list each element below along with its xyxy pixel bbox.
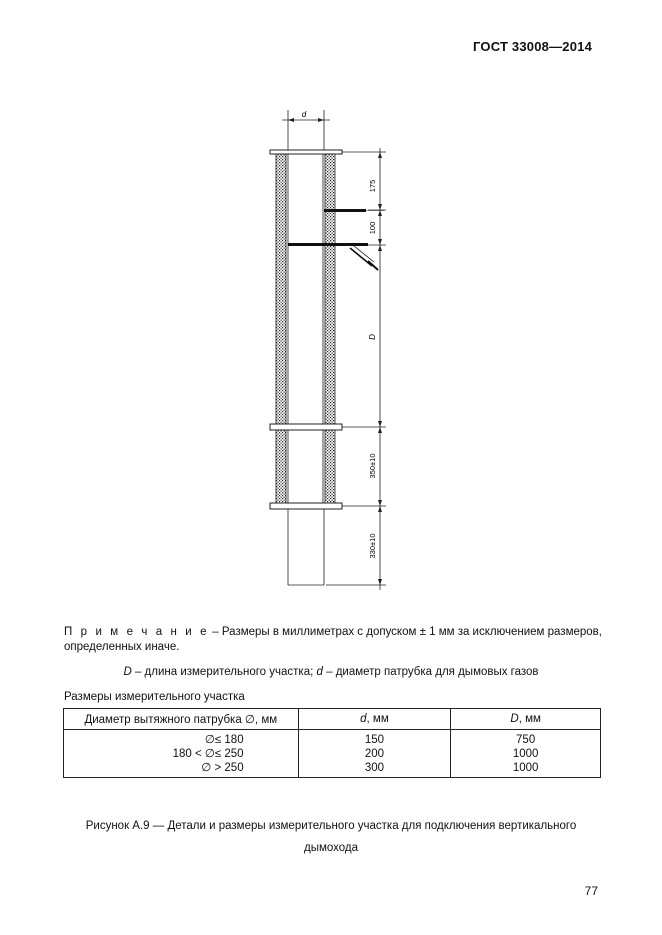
d-value: 200 <box>364 748 385 760</box>
legend-D-symbol: D <box>123 666 132 678</box>
table-row <box>64 730 601 778</box>
insulation-right-lower <box>325 430 335 503</box>
range-value: 180 < ∅≤ 250 <box>172 748 244 760</box>
d-cell <box>298 730 451 778</box>
figure-caption-line2: дымохода <box>303 842 359 854</box>
page-number: 77 <box>584 884 598 898</box>
insulation-right-upper <box>325 154 335 424</box>
D-value: 1000 <box>512 748 539 760</box>
temperature-probe <box>324 209 384 212</box>
dim-175-label: 175 <box>368 179 377 193</box>
legend-d-symbol: d <box>316 666 323 678</box>
range-value: ∅ > 250 <box>201 762 244 774</box>
header-D: D, мм <box>451 709 601 730</box>
note-text: – Размеры в миллиметрах с допуском ± 1 мм за исключением размеров, определенных иначе. <box>64 626 602 653</box>
bottom-flange <box>270 503 342 509</box>
middle-flange <box>270 424 342 430</box>
dimensions-table <box>63 708 601 778</box>
insulation-left-upper <box>276 154 286 424</box>
dim-100-label: 100 <box>368 221 377 235</box>
legend-d-text: – диаметр патрубка для дымовых газов <box>322 666 539 678</box>
range-cell <box>64 730 299 778</box>
table-caption: Размеры измерительного участка <box>64 691 245 703</box>
flue-pipe <box>288 509 324 585</box>
D-cell <box>451 730 601 778</box>
table-header-row <box>64 709 601 730</box>
D-value: 750 <box>516 734 536 746</box>
top-flange <box>270 150 342 154</box>
note-paragraph <box>64 625 604 655</box>
standard-header: ГОСТ 33008—2014 <box>473 39 592 54</box>
dim-D-label: D <box>368 334 377 340</box>
D-value: 1000 <box>512 762 539 774</box>
d-value: 150 <box>364 734 385 746</box>
diameter-dimension <box>282 110 330 150</box>
range-value: ∅≤ 180 <box>204 734 244 746</box>
symbol-legend <box>0 666 662 678</box>
header-d: d, мм <box>298 709 451 730</box>
d-value: 300 <box>364 762 385 774</box>
dim-d-label: d <box>301 110 307 119</box>
legend-D-text: – длина измерительного участка; <box>131 666 317 678</box>
insulation-left-lower <box>276 430 286 503</box>
figure-caption-line1: Рисунок А.9 — Детали и размеры измерительного участка для подключения вертикального <box>85 820 577 832</box>
dim-350-label: 350±10 <box>368 453 377 479</box>
note-label: П р и м е ч а н и е <box>64 626 210 638</box>
dim-330-label: 330±10 <box>368 533 377 559</box>
header-diameter: Диаметр вытяжного патрубка ∅, мм <box>64 709 299 730</box>
